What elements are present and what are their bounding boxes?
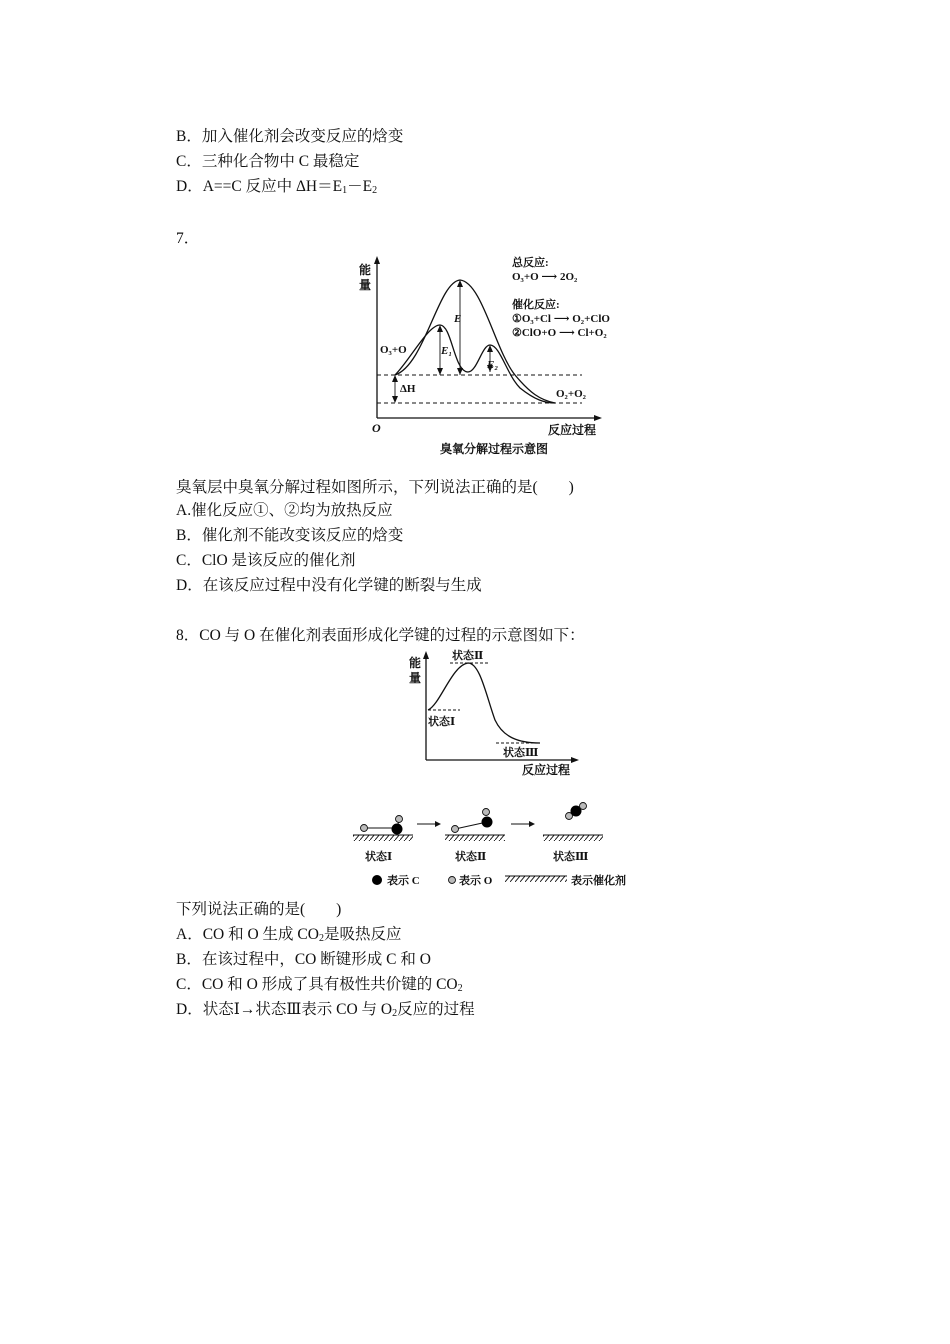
total-reaction-eq: O₃+O ⟶ 2O₂ [512, 271, 578, 283]
state1-label: 状态Ⅰ [428, 716, 456, 728]
E-label: E [454, 313, 462, 325]
q8-prompt: 下列说法正确的是( ) [176, 901, 342, 918]
q6-option-c: C．三种化合物中 C 最稳定 [176, 153, 360, 170]
q6-option-d-sub2: 2 [372, 185, 378, 196]
oxygen-atom [580, 803, 587, 810]
q6-option-d-prefix: D．A==C 反应中 ΔH＝E [176, 178, 343, 195]
legend-oxygen-icon [449, 877, 456, 884]
q8-option-d-post: 反应的过程 [397, 1001, 475, 1018]
q8-option-a-pre: A．CO 和 O 生成 CO [176, 926, 319, 943]
catalytic-reaction-title: 催化反应: [512, 299, 560, 311]
q7-number: 7． [176, 230, 200, 247]
origin-label: O [372, 421, 381, 435]
legend-catalyst-label: 表示催化剂 [571, 875, 626, 887]
legend-carbon-label: 表示 C [387, 875, 420, 887]
E2-label: E₂ [487, 359, 499, 371]
state1-caption: 状态Ⅰ [365, 851, 393, 863]
q7-stem: 臭氧层中臭氧分解过程如图所示，下列说法正确的是( ) [176, 479, 574, 496]
q8-option-a-post: 是吸热反应 [323, 926, 402, 943]
oxygen-atom [396, 816, 403, 823]
x-axis-arrow [571, 757, 579, 763]
q6-option-d-mid: －E [347, 178, 373, 195]
oxygen-atom-free [361, 825, 368, 832]
y-axis-label-1: 能 [359, 263, 372, 277]
state3-label: 状态Ⅲ [503, 747, 539, 759]
arrow-1 [435, 821, 441, 827]
q6-option-d-sub1: 1 [342, 185, 348, 196]
arrow-2 [529, 821, 535, 827]
dH-label: ΔH [400, 383, 416, 395]
q8-option-a-sub: 2 [318, 933, 324, 944]
ozone-energy-diagram [350, 250, 640, 460]
q8-option-d-pre: D．状态Ⅰ→状态Ⅲ表示 CO 与 O [176, 1001, 393, 1018]
q8-option-d [176, 1000, 475, 1024]
q8-option-b: B．在该过程中，CO 断键形成 C 和 O [176, 951, 431, 968]
q8-option-c-pre: C．CO 和 O 形成了具有极性共价键的 CO [176, 976, 458, 993]
reactants-label: O₃+O [380, 344, 407, 356]
q7-option-d: D．在该反应过程中没有化学键的断裂与生成 [176, 577, 482, 594]
q7-option-b: B．催化剂不能改变该反应的焓变 [176, 527, 404, 544]
x-axis-label: 反应过程 [522, 763, 571, 777]
products-label: O₂+O₂ [556, 388, 586, 400]
co-energy-diagram [400, 645, 590, 780]
q8-option-c-sub: 2 [457, 983, 463, 994]
legend-carbon-icon [372, 875, 382, 885]
q8-stem: 8．CO 与 O 在催化剂表面形成化学键的过程的示意图如下： [176, 627, 585, 644]
q8-option-a [176, 925, 401, 949]
legend-oxygen-label: 表示 O [459, 875, 493, 887]
y-axis-label-1: 能 [409, 656, 422, 670]
state2-caption: 状态Ⅱ [455, 851, 487, 863]
E1-label: E₁ [441, 345, 453, 357]
q6-option-d [176, 177, 377, 201]
co-surface-diagram [345, 798, 645, 893]
q8-option-d-sub: 2 [392, 1008, 398, 1019]
oxygen-atom-approaching [452, 826, 459, 833]
y-axis-arrow [423, 651, 429, 659]
q6-option-b: B．加入催化剂会改变反应的焓变 [176, 128, 404, 145]
catalytic-reaction-eq2: ②ClO+O ⟶ Cl+O₂ [512, 327, 607, 339]
state2-label: 状态Ⅱ [452, 650, 484, 662]
q7-option-a: A.催化反应①、②均为放热反应 [176, 502, 393, 519]
x-axis-label: 反应过程 [548, 423, 597, 437]
figure-caption: 臭氧分解过程示意图 [440, 442, 549, 456]
q7-option-c: C．ClO 是该反应的催化剂 [176, 552, 356, 569]
carbon-atom [392, 824, 403, 835]
carbon-atom [482, 817, 493, 828]
oxygen-atom [483, 809, 490, 816]
legend-catalyst-icon [505, 876, 567, 882]
x-axis-arrow [594, 415, 602, 421]
total-reaction-title: 总反应: [512, 257, 549, 269]
q8-option-c [176, 975, 463, 999]
energy-curve [428, 663, 540, 743]
y-axis-label-2: 量 [409, 671, 422, 685]
y-axis-label-2: 量 [359, 278, 372, 292]
y-axis-arrow [374, 256, 380, 264]
catalytic-reaction-eq1: ①O₃+Cl ⟶ O₂+ClO [512, 313, 610, 325]
state3-caption: 状态Ⅲ [553, 851, 589, 863]
